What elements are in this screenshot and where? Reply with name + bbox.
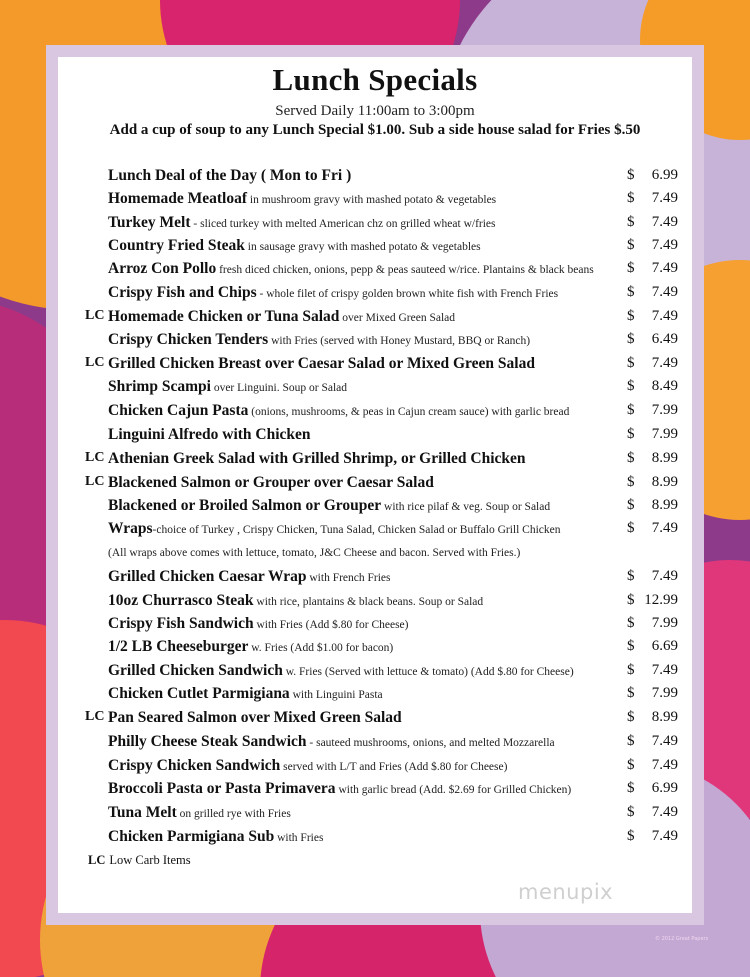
menu-item-text — [108, 308, 455, 326]
menu-item — [0, 638, 750, 660]
menu-item — [0, 568, 750, 590]
menu-item-text — [108, 638, 393, 656]
menu-item-price: 6.69 — [651, 638, 678, 654]
menu-item-text — [108, 497, 550, 515]
menu-item — [0, 260, 750, 282]
menu-item-name: Country Fried Steak — [108, 237, 245, 254]
menu-item-text — [108, 685, 383, 703]
menu-item-description: over Linguini. Soup or Salad — [210, 382, 348, 394]
currency-symbol: $ — [627, 638, 635, 654]
currency-symbol: $ — [627, 709, 635, 725]
menu-item-name: 10oz Churrasco Steak — [108, 592, 254, 609]
currency-symbol: $ — [627, 237, 635, 253]
menu-item-description: w. Fries (Add $1.00 for bacon) — [248, 642, 394, 654]
currency-symbol: $ — [627, 474, 635, 490]
menu-item — [0, 828, 750, 850]
menu-item — [0, 497, 750, 519]
menu-item-name: Philly Cheese Steak Sandwich — [108, 733, 307, 750]
menu-item-description: (onions, mushrooms, & peas in Cajun cream sauce) with garlic bread — [248, 406, 570, 418]
menu-item-price: 8.99 — [651, 450, 678, 466]
menu-item-name: Chicken Parmigiana Sub — [108, 828, 275, 845]
service-hours: Served Daily 11:00am to 3:00pm — [275, 103, 475, 119]
menu-item — [0, 615, 750, 637]
menu-item-price: 7.49 — [651, 237, 678, 253]
menu-item-price: 7.49 — [651, 757, 678, 773]
menu-item-name: Shrimp Scampi — [108, 378, 211, 395]
low-carb-tag: LC — [85, 474, 105, 489]
currency-symbol: $ — [627, 260, 635, 276]
currency-symbol: $ — [627, 568, 635, 584]
low-carb-tag: LC — [85, 308, 105, 323]
menu-item-text — [108, 167, 351, 185]
menu-item-text — [108, 568, 391, 586]
page-title: Lunch Specials — [272, 62, 478, 97]
legend-code: LC — [88, 853, 106, 867]
low-carb-tag: LC — [85, 450, 105, 465]
menu-item-name: Blackened or Broiled Salmon or Grouper — [108, 497, 382, 514]
menu-item-text — [108, 780, 571, 798]
menu-item-price: 6.49 — [651, 331, 678, 347]
menu-item-description: with Linguini Pasta — [289, 689, 383, 701]
menu-item-name: 1/2 LB Cheeseburger — [108, 638, 249, 655]
currency-symbol: $ — [627, 757, 635, 773]
menu-item-price: 7.49 — [651, 662, 678, 678]
menu-item-price: 6.99 — [651, 780, 678, 796]
menu-item-price: 7.99 — [651, 685, 678, 701]
menu-item-name: Lunch Deal of the Day ( Mon to Fri ) — [108, 167, 352, 184]
menu-item-text — [108, 592, 483, 610]
currency-symbol: $ — [627, 355, 635, 371]
menu-item-name: Crispy Chicken Sandwich — [108, 757, 281, 774]
menu-item — [0, 450, 750, 472]
menu-item-name: Blackened Salmon or Grouper over Caesar Salad — [108, 474, 434, 491]
menu-item — [0, 662, 750, 684]
menu-item — [0, 402, 750, 424]
currency-symbol: $ — [627, 308, 635, 324]
menu-item-name: Grilled Chicken Breast over Caesar Salad or Mixed Green Salad — [108, 355, 535, 372]
copyright: © 2012 Great Papers — [655, 936, 709, 942]
menu-item-price: 7.99 — [651, 402, 678, 418]
menu-item-description: - whole filet of crispy golden brown white fish with French Fries — [256, 288, 559, 300]
menu-item-price: 7.49 — [651, 284, 678, 300]
wraps-note: (All wraps above comes with lettuce, tomato, J&C Cheese and bacon. Served with Fries.) — [108, 547, 521, 559]
menu-item-price: 7.99 — [651, 426, 678, 442]
currency-symbol: $ — [627, 780, 635, 796]
menu-item-text — [108, 260, 594, 278]
currency-symbol: $ — [627, 520, 635, 536]
menu-item-text — [108, 474, 434, 492]
watermark: menupix — [518, 880, 614, 904]
menu-item-description: in mushroom gravy with mashed potato & vegetables — [247, 194, 497, 206]
menu-item-name: Grilled Chicken Caesar Wrap — [108, 568, 307, 585]
menu-item-description: - sauteed mushrooms, onions, and melted Mozzarella — [306, 737, 555, 749]
menu-item-price: 7.49 — [651, 308, 678, 324]
menu-item-price: 7.49 — [651, 260, 678, 276]
menu-item-text — [108, 520, 561, 538]
menu-item-text — [108, 237, 481, 255]
currency-symbol: $ — [627, 331, 635, 347]
currency-symbol: $ — [627, 733, 635, 749]
menu-item-name: Grilled Chicken Sandwich — [108, 662, 283, 679]
currency-symbol: $ — [627, 284, 635, 300]
menu-item-description: with Fries (Add $.80 for Cheese) — [253, 619, 409, 631]
menu-item-text — [108, 615, 408, 633]
menu-item-name: Broccoli Pasta or Pasta Primavera — [108, 780, 336, 797]
low-carb-tag: LC — [85, 709, 105, 724]
menu-item-text — [108, 757, 507, 775]
menu-item — [0, 190, 750, 212]
menu-item-name: Chicken Cutlet Parmigiana — [108, 685, 290, 702]
menu-item — [0, 378, 750, 400]
menu-item-text — [108, 402, 569, 420]
menu-item-text — [108, 214, 496, 232]
currency-symbol: $ — [627, 378, 635, 394]
currency-symbol: $ — [627, 662, 635, 678]
currency-symbol: $ — [627, 214, 635, 230]
menu-item — [0, 757, 750, 779]
menu-item-name: Athenian Greek Salad with Grilled Shrimp, or Grilled Chicken — [108, 450, 526, 467]
low-carb-tag: LC — [85, 355, 105, 370]
menu-item-name: Arroz Con Pollo — [108, 260, 217, 277]
menu-item-description: with French Fries — [306, 572, 391, 584]
menu-item-description: over Mixed Green Salad — [339, 312, 456, 324]
menu-item-description: on grilled rye with Fries — [176, 808, 291, 820]
menu-item-text — [108, 331, 530, 349]
menu-item-description: with garlic bread (Add. $2.69 for Grilled Chicken) — [335, 784, 572, 796]
menu-item-text — [108, 709, 402, 727]
menu-item-price: 6.99 — [651, 167, 678, 183]
menu-item — [0, 167, 750, 189]
menu-item-price: 12.99 — [644, 592, 678, 608]
menu-item-price: 7.49 — [651, 520, 678, 536]
menu-item-text — [108, 378, 347, 396]
menu-item-name: Crispy Fish Sandwich — [108, 615, 254, 632]
addon-note: Add a cup of soup to any Lunch Special $1.00. Sub a side house salad for Fries $.50 — [109, 122, 641, 138]
menu-item-description: with rice, plantains & black beans. Soup or Salad — [253, 596, 484, 608]
menu-item-text — [108, 284, 558, 302]
menu-item-description: served with L/T and Fries (Add $.80 for Cheese) — [280, 761, 508, 773]
currency-symbol: $ — [627, 426, 635, 442]
menu-item-text — [108, 190, 496, 208]
currency-symbol: $ — [627, 685, 635, 701]
currency-symbol: $ — [627, 497, 635, 513]
currency-symbol: $ — [627, 592, 635, 608]
menu-item-price: 7.49 — [651, 733, 678, 749]
menu-item-description: in sausage gravy with mashed potato & vegetables — [244, 241, 481, 253]
menu-item-price: 7.49 — [651, 190, 678, 206]
menu-item-price: 8.99 — [651, 497, 678, 513]
menu-item — [0, 592, 750, 614]
menu-item-text — [108, 662, 574, 680]
menu-item-name: Homemade Chicken or Tuna Salad — [108, 308, 340, 325]
currency-symbol: $ — [627, 167, 635, 183]
menu-item-description: with Fries (served with Honey Mustard, BBQ or Ranch) — [268, 335, 531, 347]
menu-item-description: with Fries — [274, 832, 324, 844]
menu-item-text — [108, 804, 291, 822]
menu-item-price: 7.49 — [651, 804, 678, 820]
menu-item-price: 7.49 — [651, 828, 678, 844]
legend-label: Low Carb Items — [109, 853, 191, 867]
menu-item — [0, 331, 750, 353]
menu-item-price: 8.49 — [651, 378, 678, 394]
menu-item-name: Homemade Meatloaf — [108, 190, 248, 207]
menu-item-text — [108, 828, 323, 846]
menu-item — [0, 284, 750, 306]
menu-item-price: 7.49 — [651, 355, 678, 371]
menu-item — [0, 474, 750, 496]
menu-item-name: Crispy Chicken Tenders — [108, 331, 269, 348]
menu-item-name: Pan Seared Salmon over Mixed Green Salad — [108, 709, 402, 726]
menu-item-price: 7.49 — [651, 214, 678, 230]
menu-item — [0, 426, 750, 448]
menu-item-text — [108, 426, 311, 444]
legend — [88, 853, 191, 868]
menu-item-description: with rice pilaf & veg. Soup or Salad — [381, 501, 551, 513]
menu-item — [0, 780, 750, 802]
menu-item-text — [108, 733, 555, 751]
currency-symbol: $ — [627, 190, 635, 206]
menu-item-price: 8.99 — [651, 474, 678, 490]
menu-item-name: Wraps — [108, 520, 153, 537]
menu-item — [0, 355, 750, 377]
currency-symbol: $ — [627, 450, 635, 466]
menu-item-description: -choice of Turkey , Crispy Chicken, Tuna Salad, Chicken Salad or Buffalo Grill Chicken — [152, 524, 561, 536]
menu-item — [0, 237, 750, 259]
menu-item-text — [108, 355, 535, 373]
currency-symbol: $ — [627, 828, 635, 844]
currency-symbol: $ — [627, 804, 635, 820]
menu-item — [0, 308, 750, 330]
menu-item-price: 8.99 — [651, 709, 678, 725]
currency-symbol: $ — [627, 615, 635, 631]
menu-item — [0, 685, 750, 707]
menu-item-price: 7.99 — [651, 615, 678, 631]
menu-item-name: Turkey Melt — [108, 214, 191, 231]
currency-symbol: $ — [627, 402, 635, 418]
menu-item — [0, 733, 750, 755]
menu-item — [0, 804, 750, 826]
menu-item — [0, 214, 750, 236]
menu-item — [0, 520, 750, 542]
menu-item-name: Chicken Cajun Pasta — [108, 402, 249, 419]
menu-item-description: fresh diced chicken, onions, pepp & peas sauteed w/rice. Plantains & black beans — [216, 264, 594, 276]
menu-item-description: - sliced turkey with melted American chz on grilled wheat w/fries — [190, 218, 496, 230]
menu-item-price: 7.49 — [651, 568, 678, 584]
menu-item-description: w. Fries (Served with lettuce & tomato) (Add $.80 for Cheese) — [282, 666, 574, 678]
menu-item-name: Linguini Alfredo with Chicken — [108, 426, 311, 443]
menu-item-name: Crispy Fish and Chips — [108, 284, 257, 301]
menu-item — [0, 709, 750, 731]
menu-item-text — [108, 450, 526, 468]
menu-item-name: Tuna Melt — [108, 804, 177, 821]
